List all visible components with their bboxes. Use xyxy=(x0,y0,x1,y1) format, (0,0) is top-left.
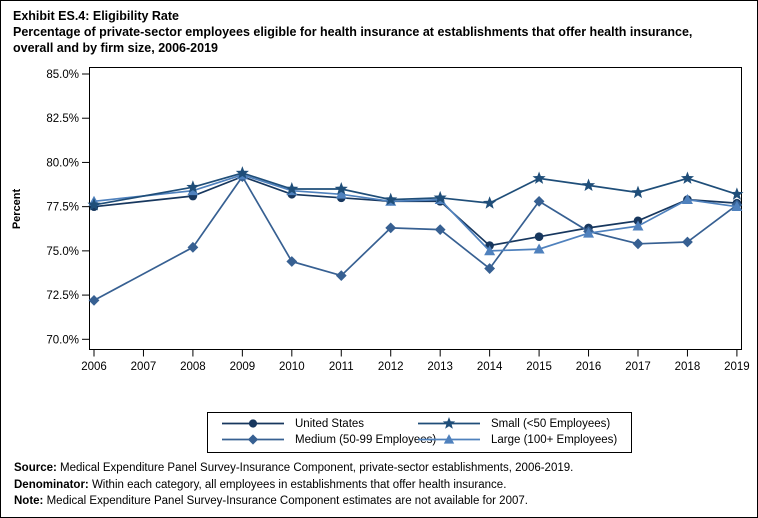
note-label: Note: xyxy=(14,495,44,507)
y-tick-label: 75.0% xyxy=(46,245,79,258)
x-tick-label: 2013 xyxy=(427,361,453,373)
x-tick-label: 2019 xyxy=(724,361,750,373)
x-tick-label: 2014 xyxy=(476,361,503,373)
source-note xyxy=(14,460,573,477)
source-text: Medical Expenditure Panel Survey-Insurance Component, private-sector establishments, 2006-2019. xyxy=(60,462,574,474)
star-marker xyxy=(533,171,546,183)
x-tick-label: 2017 xyxy=(625,361,651,373)
x-tick-label: 2007 xyxy=(130,361,157,373)
denominator-note xyxy=(14,477,573,494)
star-marker xyxy=(631,186,644,198)
denominator-label: Denominator: xyxy=(14,478,89,491)
circle-legend-swatch-icon xyxy=(220,416,286,431)
x-tick-label: 2009 xyxy=(229,361,256,373)
plot-frame xyxy=(90,68,742,350)
legend-label: Large (100+ Employees) xyxy=(491,433,618,446)
diamond-marker xyxy=(89,295,100,306)
x-tick-label: 2012 xyxy=(377,361,404,373)
series-large-100-employees xyxy=(89,169,743,255)
star-marker xyxy=(483,196,496,208)
denominator-text: Within each category, all employees in establishments that offer health insurance. xyxy=(91,478,507,491)
x-tick-label: 2011 xyxy=(328,361,354,373)
chart-legend xyxy=(207,412,632,453)
exhibit-title: Exhibit ES.4: Eligibility Rate xyxy=(13,9,180,23)
series-united-states xyxy=(90,172,742,250)
star-legend-swatch-icon xyxy=(416,416,482,431)
legend-label: Small (<50 Employees) xyxy=(491,417,611,430)
y-tick-label: 72.5% xyxy=(46,290,79,303)
legend-label: United States xyxy=(295,417,365,430)
diamond-marker xyxy=(633,238,644,249)
x-tick-label: 2008 xyxy=(180,361,206,373)
y-tick-label: 77.5% xyxy=(46,201,79,214)
x-tick-label: 2016 xyxy=(575,361,602,373)
chart-subtitle-line2: overall and by firm size, 2006-2019 xyxy=(13,41,218,55)
chart-footnotes xyxy=(14,460,573,510)
circle-marker xyxy=(535,232,544,241)
note-text: Medical Expenditure Panel Survey-Insurance Component estimates are not available for 2007. xyxy=(46,495,528,507)
diamond-marker xyxy=(188,242,199,253)
diamond-legend-swatch-icon xyxy=(220,432,286,447)
series-small-50-employees xyxy=(87,166,743,210)
star-marker xyxy=(582,179,595,191)
x-tick-label: 2015 xyxy=(526,361,552,373)
y-tick-label: 85.0% xyxy=(46,69,79,81)
y-tick-label: 70.0% xyxy=(46,334,79,347)
y-axis-title: Percent xyxy=(11,188,23,230)
source-label: Source: xyxy=(14,462,57,474)
legend-item-united-states xyxy=(220,416,416,431)
legend-item-large-100-employees xyxy=(416,432,623,447)
x-tick-label: 2006 xyxy=(81,361,107,373)
x-tick-label: 2010 xyxy=(279,361,305,373)
availability-note xyxy=(14,493,573,510)
legend-label: Medium (50-99 Employees) xyxy=(295,433,437,446)
eligibility-rate-line-chart xyxy=(1,1,758,456)
x-tick-label: 2018 xyxy=(674,361,701,373)
triangle-legend-swatch-icon xyxy=(416,432,482,447)
legend-item-medium-50-99-employees xyxy=(220,432,437,447)
x-axis xyxy=(81,350,749,374)
chart-subtitle-line1: Percentage of private-sector employees eligible for health insurance at establishments that offer health insurance, xyxy=(13,25,693,39)
y-axis xyxy=(46,69,89,346)
legend-item-small-50-employees xyxy=(416,416,623,431)
y-tick-label: 80.0% xyxy=(46,157,79,170)
diamond-marker xyxy=(286,256,297,267)
y-tick-label: 82.5% xyxy=(46,113,79,126)
star-marker xyxy=(681,171,694,183)
